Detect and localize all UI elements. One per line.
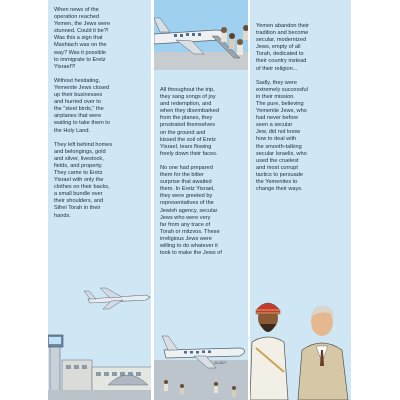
narration-paragraph: When news of the operation reached Yemen, the Jews were stunned. Could it be?! Was this a sign that Mashiach was on the way? Was it possible to immigrate to Eretz Yisrael?! — [54, 7, 111, 70]
yemenite-man-icon — [250, 303, 288, 400]
narration-paragraph: All throughout the trip, they sang songs of joy and redemption, and when they disembarked from the planes, they prostrated themselves on the ground and kissed the soil of Eretz Yisrael, tears flowing freely down their faces. — [160, 87, 220, 157]
secular-man-icon — [298, 306, 348, 400]
narration-paragraph: No one had prepared them for the bitter surprise that awaited them. In Eretz Yisrael, they were greeted by representatives of the Jewish agency, secular Jews who were very far from any trace of Torah or mitzvos. These irreligious Jews were willing to do whatever it took to make the Jews of — [160, 164, 222, 257]
panel-strip-middle — [154, 0, 248, 400]
narration-right — [256, 23, 347, 200]
narration-paragraph: Without hesitating, Yemenite Jews closed up their businesses and hurried over to the "steel birds," the airplanes that were waiting to take them to the Holy Land. — [54, 77, 110, 134]
plane-registration: 4X-ADY — [214, 361, 227, 365]
narration-paragraph: Yemen abandon their tradition and become secular, modernized Jews, empty of all Torah, dedicated to their country instead of their religion... — [256, 23, 309, 72]
characters-illustration — [250, 262, 351, 400]
narration-paragraph: Sadly, they were extremely successful in their mission. The pure, believing Yemenite Jews, who had never before seen a secular Jew, did not know how to deal with the smooth-talking secular Israelis, who used the cruelest and most corrupt tactics to persuade the Yemenites to change their ways. — [256, 79, 308, 193]
panel-strip-left — [48, 0, 151, 400]
flying-airplane-icon — [84, 288, 150, 309]
narration-left — [54, 7, 147, 227]
narration-middle — [160, 87, 244, 264]
boarding-illustration — [154, 0, 248, 70]
tarmac-illustration — [154, 320, 248, 400]
airport-illustration — [48, 285, 151, 400]
panel-strip-right — [250, 0, 351, 400]
narration-paragraph: They left behind homes and belongings, gold and silver, livestock, fields, and property. They came to Eretz Yisrael with only the clothes on their backs, a small bundle over their shoulders, and Sifrei Torah in their hands. — [54, 141, 113, 219]
